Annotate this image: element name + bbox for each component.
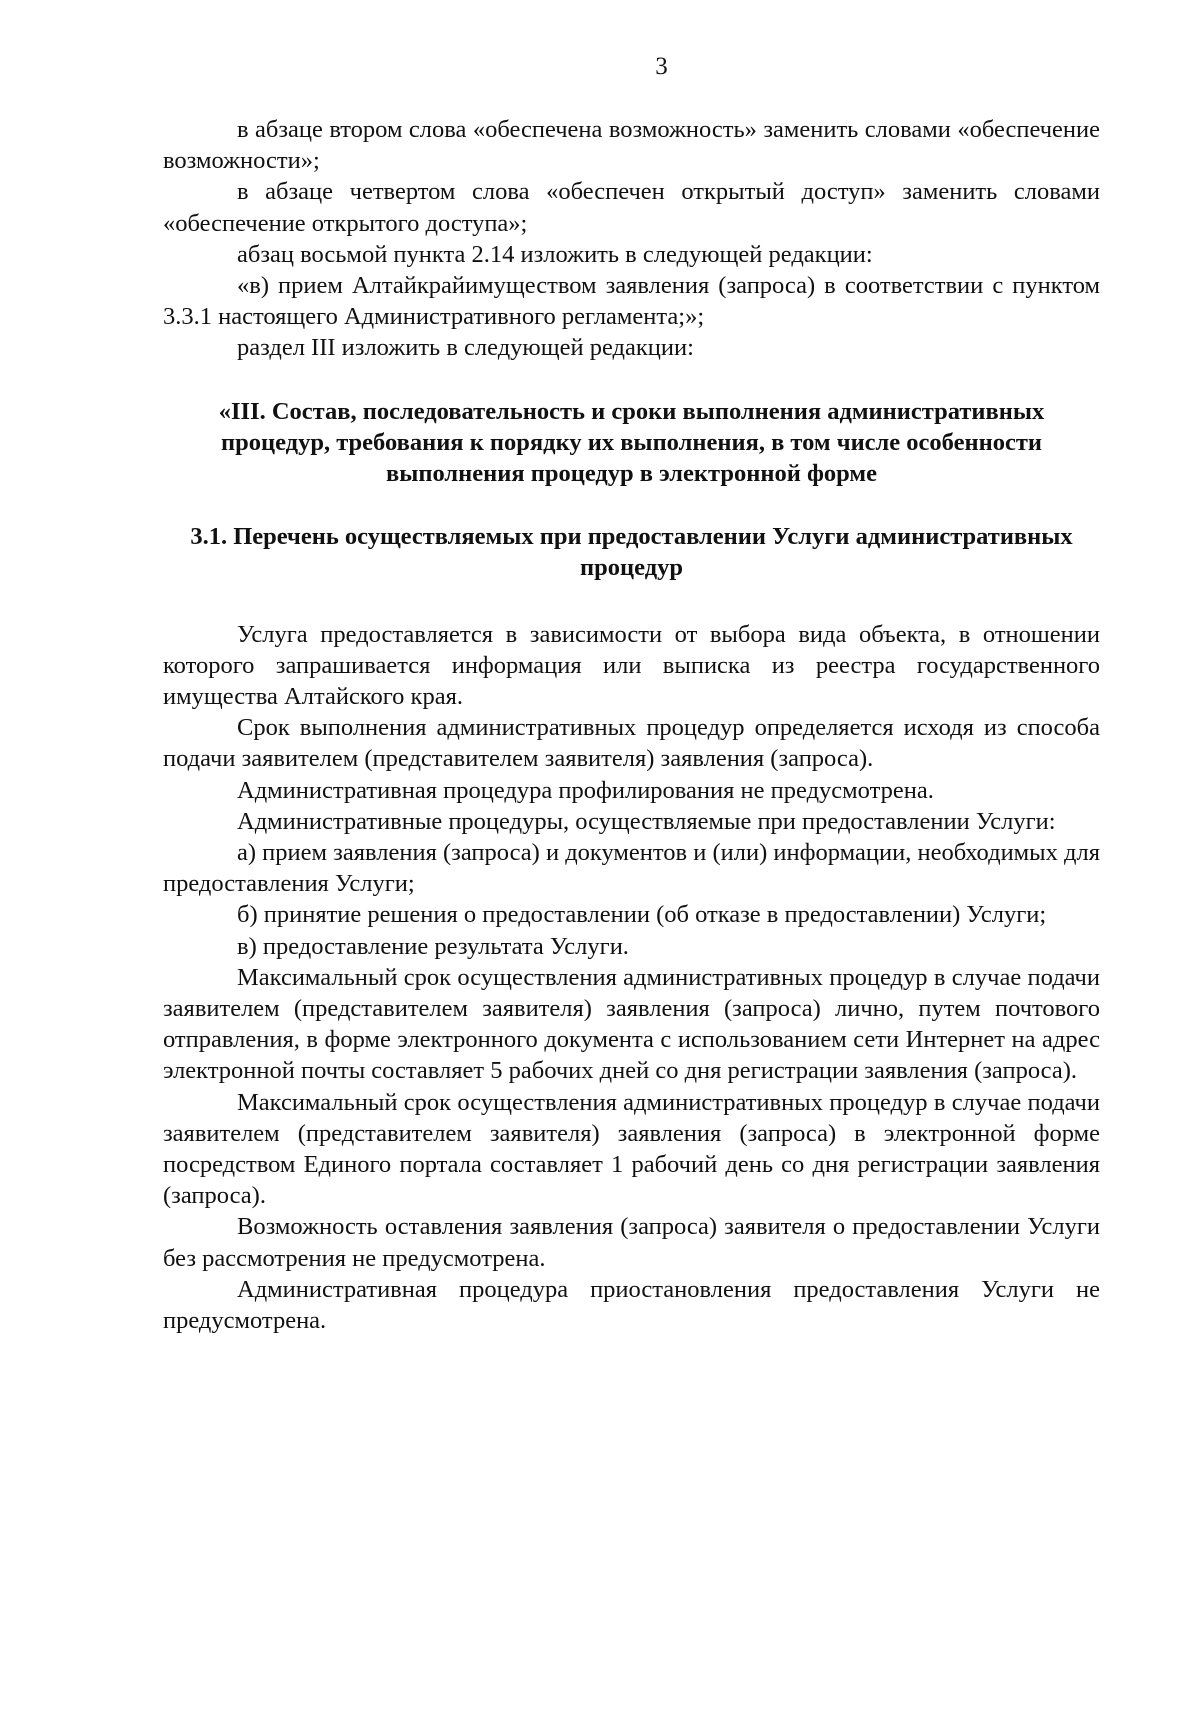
paragraph: Максимальный срок осуществления административных процедур в случае подачи заявителем (представителем заявителя) заявления (запроса) в электронной форме посредством Единого портала составляет 1 рабочий день со дня регистрации заявления (запроса).	[163, 1088, 1100, 1210]
paragraph: Административная процедура приостановления предоставления Услуги не предусмотрена.	[163, 1275, 1100, 1335]
page-number: 3	[655, 53, 668, 80]
paragraph: Срок выполнения административных процедур определяется исходя из способа подачи заявителем (представителем заявителя) заявления (запроса).	[163, 714, 1100, 773]
paragraph: абзац восьмой пункта 2.14 изложить в следующей редакции:	[237, 240, 873, 268]
paragraph: раздел III изложить в следующей редакции:	[237, 334, 694, 362]
paragraph: в абзаце четвертом слова «обеспечен открытый доступ» заменить словами «обеспечение открытого доступа»;	[163, 178, 1100, 237]
intro-section	[163, 114, 1100, 364]
section-heading: «III. Состав, последовательность и сроки выполнения административных процедур, требования к порядку их выполнения, в том числе особенности выполнения процедур в электронной форме	[218, 397, 1045, 487]
list-item: б) принятие решения о предоставлении (об отказе в предоставлении) Услуги;	[237, 901, 1047, 929]
list-item: а) прием заявления (запроса) и документов и (или) информации, необходимых для предоставления Услуги;	[163, 839, 1100, 898]
paragraph: «в) прием Алтайкрайимуществом заявления (запроса) в соответствии с пунктом 3.3.1 настоящего Административного регламента;»;	[163, 272, 1100, 331]
subsection-heading: 3.1. Перечень осуществляемых при предоставлении Услуги административных процедур	[190, 522, 1073, 581]
paragraph: Возможность оставления заявления (запроса) заявителя о предоставлении Услуги без рассмотрения не предусмотрена.	[163, 1213, 1100, 1272]
paragraph: в абзаце втором слова «обеспечена возможность» заменить словами «обеспечение возможности»;	[163, 116, 1100, 175]
paragraph: Административная процедура профилирования не предусмотрена.	[237, 776, 934, 804]
paragraph: Административные процедуры, осуществляемые при предоставлении Услуги:	[237, 807, 1056, 835]
body-section	[163, 619, 1100, 1337]
paragraph: Услуга предоставляется в зависимости от выбора вида объекта, в отношении которого запрашивается информация или выписка из реестра государственного имущества Алтайского края.	[163, 620, 1100, 711]
list-item: в) предоставление результата Услуги.	[237, 932, 629, 960]
paragraph: Максимальный срок осуществления административных процедур в случае подачи заявителем (представителем заявителя) заявления (запроса) лично, путем почтового отправления, в форме электронного документа с использованием сети Интернет на адрес электронной почты составляет 5 рабочих дней со дня регистрации заявления (запроса).	[163, 963, 1100, 1085]
